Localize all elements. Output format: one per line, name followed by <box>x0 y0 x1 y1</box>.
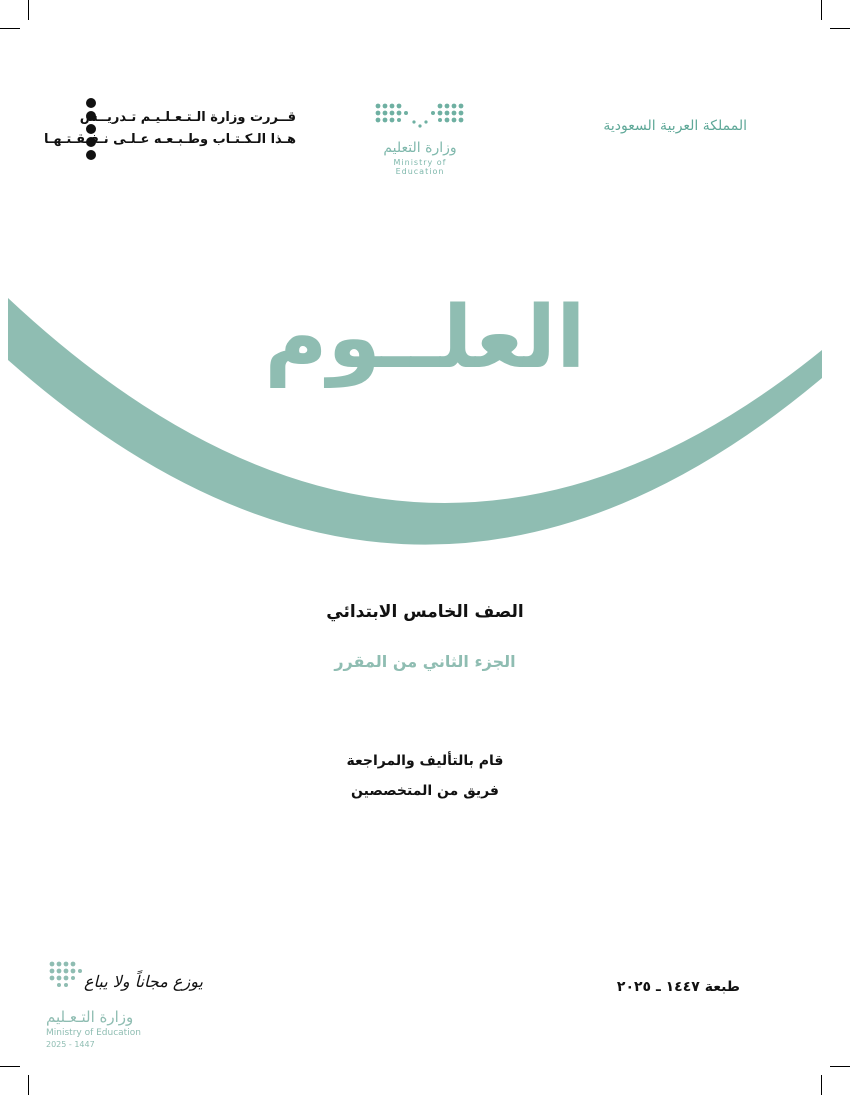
part-label: الجزء الثاني من المقرر <box>334 652 516 671</box>
ministry-logo <box>372 100 468 174</box>
free-distribution-logo <box>46 958 206 1050</box>
ministry-name-latin: Ministry of Education <box>393 158 447 176</box>
approval-line-1: قــررت وزارة الـتـعـلـيـم تـدريــس <box>79 110 296 125</box>
authors-line-2: فريق من المتخصصين <box>351 783 499 799</box>
crop-mark <box>830 28 850 29</box>
free-distribution-slogan: يوزع مجاناً ولا يباع <box>84 972 203 991</box>
crop-mark <box>28 0 29 20</box>
crop-mark <box>28 1075 29 1095</box>
crop-mark <box>0 28 20 29</box>
edition-label: طبعة ١٤٤٧ ـ ٢٠٢٥ <box>616 979 740 995</box>
authors-block <box>0 746 850 806</box>
ministry-name-ar: وزارة التعليم <box>383 140 457 156</box>
footer-year: 2025 - 1447 <box>46 1040 95 1049</box>
crop-mark <box>0 1066 20 1067</box>
kingdom-name: المملكة العربية السعودية <box>603 118 747 134</box>
approval-bullets <box>86 98 96 163</box>
bullet-icon <box>86 150 96 160</box>
authors-line-1: قام بالتأليف والمراجعة <box>346 753 504 769</box>
ministry-dots-icon <box>48 960 88 1000</box>
crop-mark <box>821 0 822 20</box>
crop-mark <box>830 1066 850 1067</box>
book-title: العلــوم <box>264 288 586 388</box>
approval-line-2: هـذا الـكـتـاب وطـبـعـه عـلـى نـفـقـتـهـا <box>44 132 296 147</box>
footer-ministry-name-en: Ministry of Education <box>46 1028 141 1038</box>
crop-mark <box>821 1075 822 1095</box>
bullet-icon <box>86 98 96 108</box>
ministry-logo-dots-icon <box>374 102 466 132</box>
footer-ministry-name-ar: وزارة التـعـليم <box>46 1008 134 1026</box>
grade-label: الصف الخامس الابتدائي <box>326 602 524 622</box>
